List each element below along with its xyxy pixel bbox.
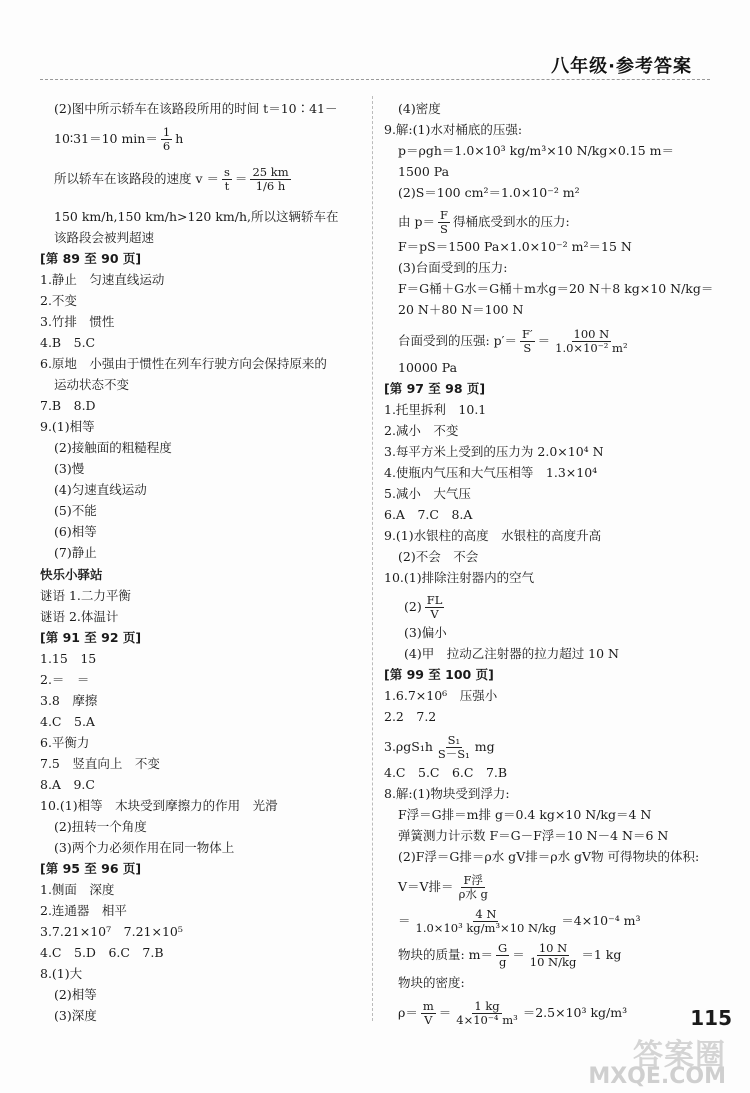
- fraction: [421, 1000, 436, 1027]
- answer-line: 弹簧测力计示数 F＝G－F浮＝10 N－4 N＝6 N: [398, 828, 669, 843]
- fraction: [414, 908, 559, 935]
- answer-line: 3.7.21×10⁷ 7.21×10⁵: [40, 924, 183, 939]
- answer-line: 物块的密度:: [398, 975, 465, 990]
- answer-line: p＝ρgh＝1.0×10³ kg/m³×10 N/kg×0.15 m＝: [398, 143, 675, 158]
- answer-line: 1.侧面 深度: [40, 882, 115, 897]
- text: ＝: [537, 333, 551, 348]
- answer-line: 6.平衡力: [40, 735, 90, 750]
- denominator: V: [430, 607, 439, 621]
- answer-line: 4.C 5.A: [40, 714, 95, 729]
- answer-line: (2)扭转一个角度: [54, 819, 147, 834]
- answer-line: F＝G桶＋G水＝G桶＋m水g＝20 N＋8 kg×10 N/kg＝: [398, 281, 714, 296]
- denominator: 1/6 h: [255, 179, 286, 193]
- answer-line: [384, 328, 633, 355]
- fraction: [436, 734, 472, 761]
- answer-line: (2)接触面的粗糙程度: [54, 440, 172, 455]
- answer-line: 2.＝ ＝: [40, 672, 90, 687]
- answer-line: (3)台面受到的压力:: [398, 260, 508, 275]
- text: (2): [404, 599, 422, 614]
- answer-line: 7.5 竖直向上 不变: [40, 756, 160, 771]
- numerator: 1 kg: [474, 999, 500, 1013]
- text: ＝: [438, 1005, 452, 1020]
- answer-line: [384, 1000, 627, 1027]
- fraction: [457, 874, 490, 901]
- answer-line: 6.原地 小强由于惯性在列车行驶方向会保持原来的: [40, 356, 327, 371]
- answer-line: F浮＝G排＝m排 g＝0.4 kg×10 N/kg＝4 N: [398, 807, 652, 822]
- watermark-logo: 答案圈: [633, 1038, 726, 1073]
- answer-line: (3)慢: [54, 461, 85, 476]
- answer-line: (5)不能: [54, 503, 97, 518]
- answer-line: [384, 594, 447, 621]
- answer-line: 10.(1)排除注射器内的空气: [384, 570, 535, 585]
- text: 得桶底受到水的压力:: [452, 214, 570, 229]
- answer-line: (4)密度: [398, 101, 441, 116]
- fraction: [553, 328, 629, 355]
- answer-line: 6.A 7.C 8.A: [384, 507, 473, 522]
- answer-line: 20 N＋80 N＝100 N: [398, 302, 524, 317]
- section-heading: [第 89 至 90 页]: [40, 251, 142, 266]
- answer-line: 1.托里拆利 10.1: [384, 402, 487, 417]
- answer-line: 4.B 5.C: [40, 335, 96, 350]
- text: 所以轿车在该路段的速度 v ＝: [54, 171, 220, 186]
- answer-line: 4.使瓶内气压和大气压相等 1.3×10⁴: [384, 465, 598, 480]
- answer-line: 3.竹排 惯性: [40, 314, 115, 329]
- text: ＝2.5×10³ kg/m³: [522, 1005, 628, 1020]
- answer-line: 该路段会被判超速: [54, 230, 155, 245]
- answer-line: (3)深度: [54, 1008, 97, 1023]
- numerator: S₁: [447, 733, 461, 747]
- text: V＝V排＝: [398, 879, 454, 894]
- fraction: [438, 209, 450, 236]
- text: 物块的质量: m＝: [398, 947, 494, 962]
- answer-line: 8.解:(1)物块受到浮力:: [384, 786, 510, 801]
- denominator: 1.0×10⁻² m²: [555, 341, 628, 355]
- answer-line: [384, 874, 493, 901]
- answer-line: 8.(1)大: [40, 966, 83, 981]
- text: ＝4×10⁻⁴ m³: [561, 913, 641, 928]
- numerator: s: [224, 165, 230, 179]
- answer-line: 10.(1)相等 木块受到摩擦力的作用 光滑: [40, 798, 278, 813]
- text: mg: [474, 739, 495, 754]
- numerator: F′: [522, 327, 533, 341]
- fraction: [496, 942, 509, 969]
- numerator: m: [422, 999, 434, 1013]
- text: h: [175, 131, 184, 146]
- answer-line: 2.连通器 相平: [40, 903, 127, 918]
- text: 10∶31＝10 min＝: [54, 131, 158, 146]
- answer-line: [40, 126, 183, 153]
- answer-line: 150 km/h,150 km/h>120 km/h,所以这辆轿车在: [54, 209, 339, 224]
- answer-line: (4)甲 拉动乙注射器的拉力超过 10 N: [404, 646, 619, 661]
- text: ＝: [512, 947, 525, 962]
- numerator: 10 N: [538, 941, 568, 955]
- answer-line: 8.A 9.C: [40, 777, 95, 792]
- answer-line: (2)S＝100 cm²＝1.0×10⁻² m²: [398, 185, 580, 200]
- answer-line: (3)两个力必须作用在同一物体上: [54, 840, 235, 855]
- numerator: FL: [426, 593, 443, 607]
- numerator: F浮: [463, 873, 483, 887]
- answer-line: 5.减小 大气压: [384, 486, 471, 501]
- text: 由 p＝: [398, 214, 435, 229]
- answer-line: 3.8 摩擦: [40, 693, 98, 708]
- text: ＝1 kg: [581, 947, 622, 962]
- fraction: [250, 166, 290, 193]
- numerator: 4 N: [475, 907, 497, 921]
- answer-line: [384, 209, 570, 236]
- answer-line: 1.6.7×10⁶ 压强小: [384, 688, 498, 703]
- page-number: 115: [690, 1006, 732, 1030]
- answer-line: (6)相等: [54, 524, 97, 539]
- numerator: F: [439, 208, 448, 222]
- section-heading: [第 95 至 96 页]: [40, 861, 142, 876]
- answer-line: (3)偏小: [404, 625, 447, 640]
- fraction: [528, 942, 579, 969]
- watermark-url: MXQE.COM: [588, 1064, 726, 1089]
- section-heading: [第 99 至 100 页]: [384, 667, 494, 682]
- text: ＝: [234, 171, 248, 186]
- denominator: 4×10⁻⁴ m³: [456, 1013, 518, 1027]
- section-heading: [第 91 至 92 页]: [40, 630, 142, 645]
- answer-line: F＝pS＝1500 Pa×1.0×10⁻² m²＝15 N: [398, 239, 632, 254]
- denominator: 10 N/kg: [529, 955, 577, 969]
- denominator: t: [224, 179, 230, 193]
- numerator: 100 N: [573, 327, 610, 341]
- answer-line: [40, 166, 294, 193]
- answer-line: 2.2 7.2: [384, 709, 437, 724]
- answer-line: 谜语 1.二力平衡: [40, 588, 131, 603]
- answer-line: 9.(1)水银柱的高度 水银柱的高度升高: [384, 528, 602, 543]
- fraction: [161, 126, 172, 153]
- answer-line: 4.C 5.D 6.C 7.B: [40, 945, 164, 960]
- answer-line: 2.减小 不变: [384, 423, 459, 438]
- answer-line: 9.解:(1)水对桶底的压强:: [384, 122, 523, 137]
- text: 台面受到的压强: p′＝: [398, 333, 518, 348]
- answer-line: 7.B 8.D: [40, 398, 96, 413]
- answer-line: (2)F浮＝G排＝ρ水 gV排＝ρ水 gV物 可得物块的体积:: [398, 849, 700, 864]
- answer-line: 10000 Pa: [398, 360, 458, 375]
- denominator: S－S₁: [437, 747, 470, 761]
- section-heading: 快乐小驿站: [40, 567, 103, 582]
- fraction: [222, 166, 232, 193]
- answer-line: (2)不会 不会: [398, 549, 479, 564]
- answer-line: 2.不变: [40, 293, 77, 308]
- answer-line: [384, 942, 621, 969]
- denominator: S: [523, 341, 532, 355]
- header-title: 八年级·参考答案: [551, 56, 692, 77]
- answer-line: 1.15 15: [40, 651, 97, 666]
- answer-line: (2)相等: [54, 987, 97, 1002]
- numerator: 1: [162, 125, 171, 139]
- numerator: G: [498, 941, 508, 955]
- answer-line: 1.静止 匀速直线运动: [40, 272, 165, 287]
- answer-line: (2)图中所示轿车在该路段所用的时间 t＝10∶41－: [54, 101, 338, 116]
- column-divider: [372, 96, 373, 1021]
- text: 3.ρgS₁h: [384, 739, 433, 754]
- answer-line: [384, 908, 641, 935]
- fraction: [454, 1000, 519, 1027]
- denominator: V: [424, 1013, 433, 1027]
- text: ＝: [398, 913, 411, 928]
- answer-line: 4.C 5.C 6.C 7.B: [384, 765, 508, 780]
- denominator: 1.0×10³ kg/m³×10 N/kg: [415, 921, 557, 935]
- denominator: S: [440, 222, 448, 236]
- denominator: 6: [162, 139, 171, 153]
- answer-line: (4)匀速直线运动: [54, 482, 147, 497]
- section-heading: [第 97 至 98 页]: [384, 381, 486, 396]
- answer-line: 9.(1)相等: [40, 419, 95, 434]
- answer-line: 1500 Pa: [398, 164, 450, 179]
- header-divider: [40, 79, 710, 80]
- fraction: [425, 594, 445, 621]
- denominator: g: [498, 955, 507, 969]
- answer-line: 3.每平方米上受到的压力为 2.0×10⁴ N: [384, 444, 604, 459]
- answer-line: (7)静止: [54, 545, 97, 560]
- fraction: [520, 328, 535, 355]
- text: ρ＝: [398, 1005, 418, 1020]
- answer-line: 谜语 2.体温计: [40, 609, 119, 624]
- denominator: ρ水 g: [458, 887, 488, 901]
- numerator: 25 km: [252, 165, 289, 179]
- answer-line: [384, 734, 495, 761]
- answer-line: 运动状态不变: [54, 377, 130, 392]
